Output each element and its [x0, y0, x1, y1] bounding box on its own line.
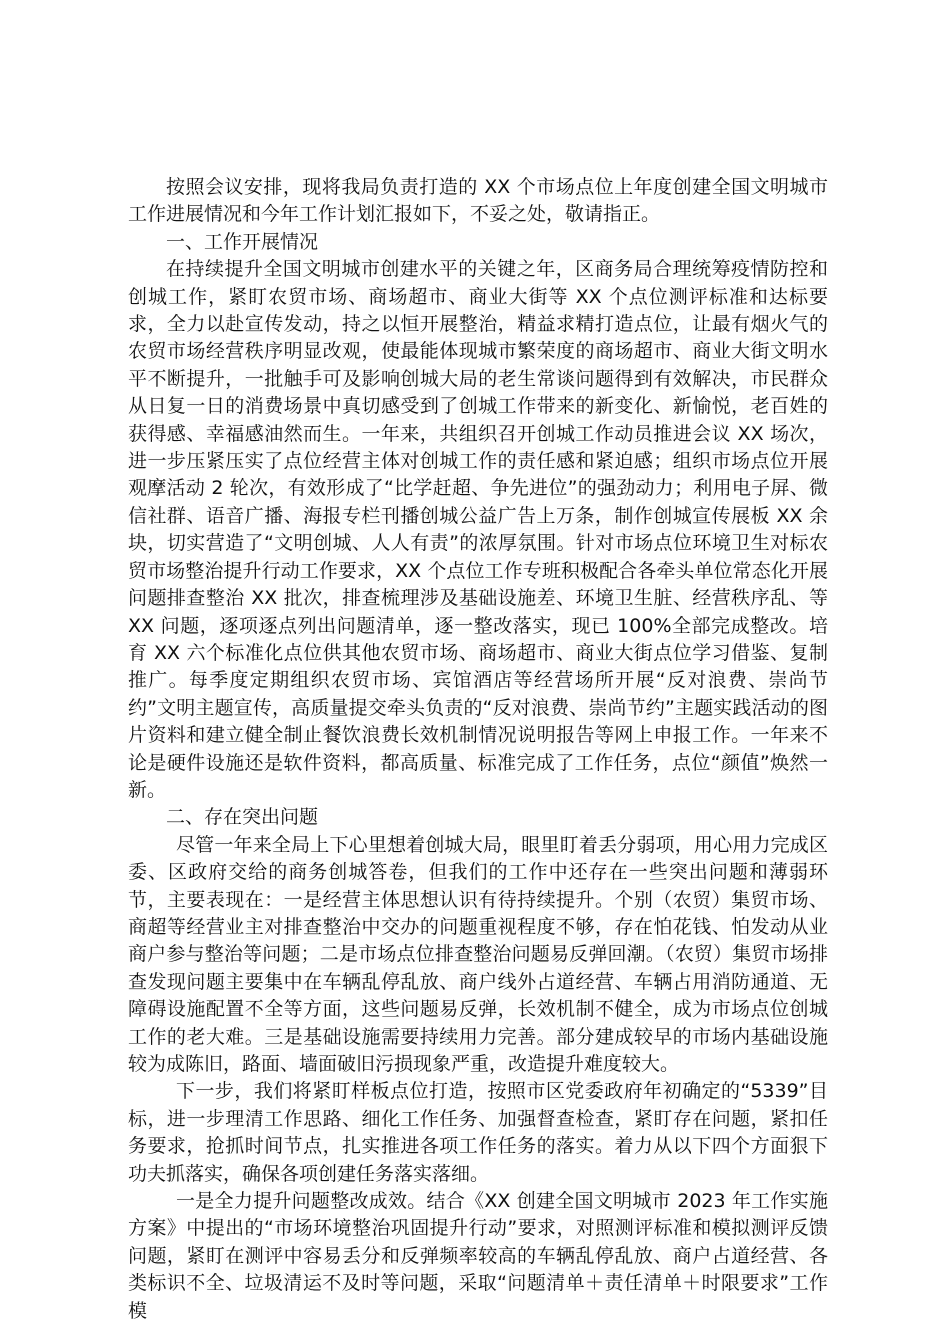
work-progress-paragraph: 在持续提升全国文明城市创建水平的关键之年，区商务局合理统筹疫情防控和创城工作，紧盯农贸市场、商场超市、商业大街等 XX 个点位测评标准和达标要求，全力以赴宣传发动，持之以恒开展整治，精益求精打造点位，让最有烟火气的农贸市场经营秩序明显改观，使最能体现城市繁荣度的商场超市、商业大街文明水平不断提升，一批触手可及影响创城大局的老生常谈问题得到有效解决，市民群众从日复一日的消费场景中真切感受到了创城工作带来的新变化、新愉悦，老百姓的获得感、幸福感油然而生。一年来，共组织召开创城工作动员推进会议 XX 场次，进一步压紧压实了点位经营主体对创城工作的责任感和紧迫感；组织市场点位开展观摩活动 2 轮次，有效形成了“比学赶超、争先进位”的强劲动力；利用电子屏、微信社群、语音广播、海报专栏刊播创城公益广告上万条，制作创城宣传展板 XX 余块，切实营造了“文明创城、人人有责”的浓厚氛围。针对市场点位环境卫生对标农贸市场整治提升行动工作要求，XX 个点位工作专班积极配合各牵头单位常态化开展问题排查整治 XX 批次，排查梳理涉及基础设施差、环境卫生脏、经营秩序乱、等 XX 问题，逐项逐点列出问题清单，逐一整改落实，现已 100%全部完成整改。培育 XX 六个标准化点位供其他农贸市场、商场超市、商业大街点位学习借鉴、复制推广。每季度定期组织农贸市场、宾馆酒店等经营场所开展“反对浪费、崇尚节约”文明主题宣传，高质量提交牵头负责的“反对浪费、崇尚节约”主题实践活动的图片资料和建立健全制止餐饮浪费长效机制情况说明报告等网上申报工作。一年来不论是硬件设施还是软件资料，都高质量、标准完成了工作任务，点位“颜值”焕然一新。: [128, 258, 828, 801]
section-heading-work-progress: 一、工作开展情况: [166, 230, 319, 253]
document-body: [128, 174, 828, 1325]
rectification-paragraph: 一是全力提升问题整改成效。结合《XX 创建全国文明城市 2023 年工作实施方案》中提出的“市场环境整治巩固提升行动”要求，对照测评标准和模拟测评反馈问题，紧盯在测评中容易丢分和反弹频率较高的车辆乱停乱放、商户占道经营、各类标识不全、垃圾清运不及时等问题，采取“问题清单＋责任清单＋时限要求”工作模: [128, 1190, 828, 1322]
intro-paragraph: 按照会议安排，现将我局负责打造的 XX 个市场点位上年度创建全国文明城市工作进展情况和今年工作计划汇报如下，不妥之处，敬请指正。: [128, 176, 828, 226]
section-heading-problems: 二、存在突出问题: [166, 806, 319, 829]
problems-paragraph: 尽管一年来全局上下心里想着创城大局，眼里盯着丢分弱项，用心用力完成区委、区政府交给的商务创城答卷，但我们的工作中还存在一些突出问题和薄弱环节，主要表现在：一是经营主体思想认识有待持续提升。个别（农贸）集贸市场、商超等经营业主对排查整治中交办的问题重视程度不够，存在怕花钱、怕发动从业商户参与整治等问题；二是市场点位排查整治问题易反弹回潮。（农贸）集贸市场排查发现问题主要集中在车辆乱停乱放、商户线外占道经营、车辆占用消防通道、无障碍设施配置不全等方面，这些问题易反弹，长效机制不健全，成为市场点位创城工作的老大难。三是基础设施需要持续用力完善。部分建成较早的市场内基础设施较为成陈旧，路面、墙面破旧污损现象严重，改造提升难度较大。: [128, 833, 828, 1075]
next-steps-paragraph: 下一步，我们将紧盯样板点位打造，按照市区党委政府年初确定的“5339”目标，进一步理清工作思路、细化工作任务、加强督查检查，紧盯存在问题，紧扣任务要求，抢抓时间节点，扎实推进各项工作任务的落实。着力从以下四个方面狠下功夫抓落实，确保各项创建任务落实落细。: [128, 1080, 828, 1185]
